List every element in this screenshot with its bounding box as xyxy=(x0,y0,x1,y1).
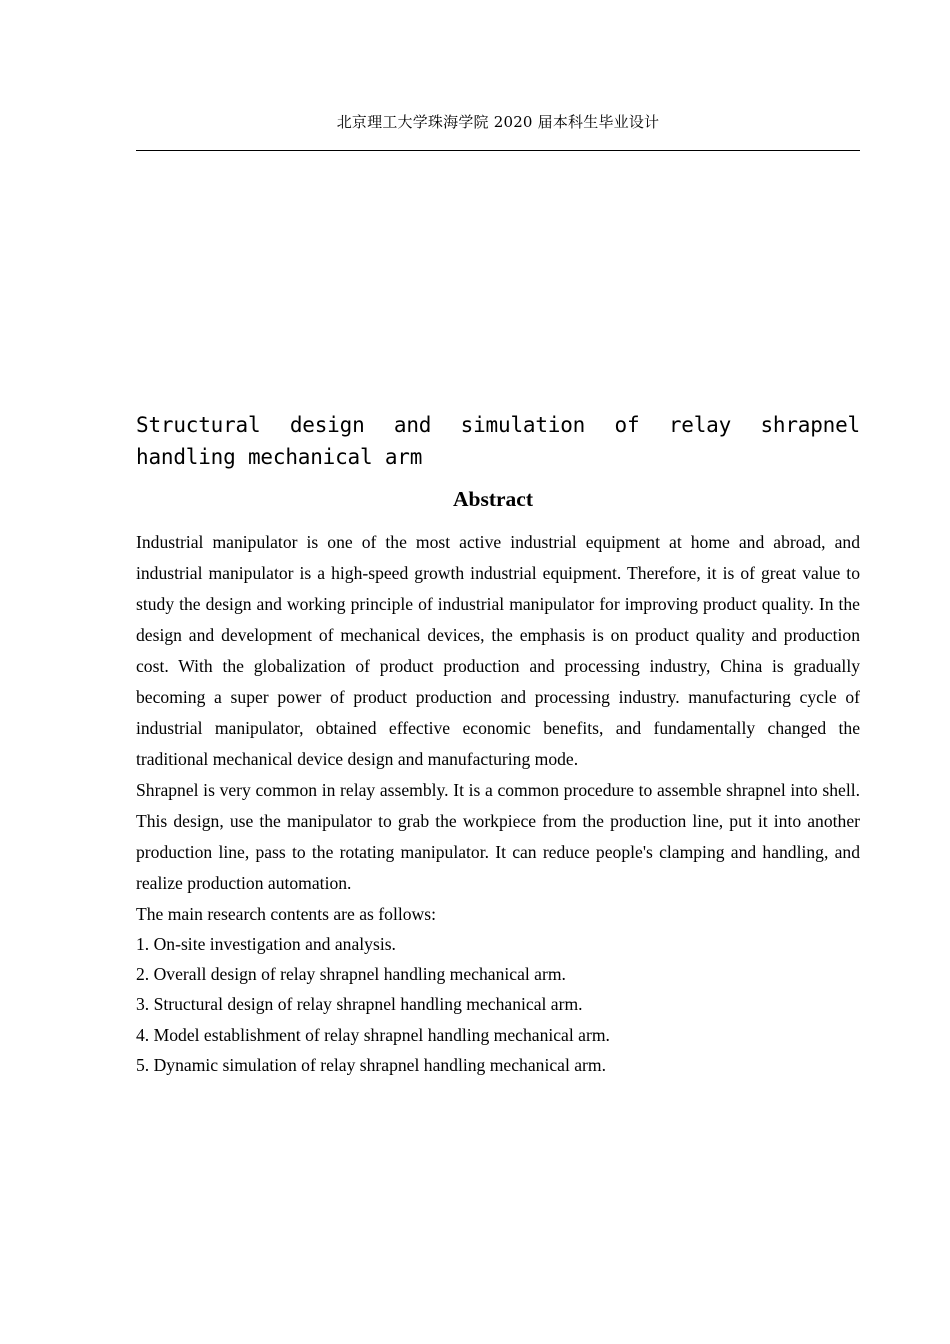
abstract-body xyxy=(136,527,860,1080)
header-rule xyxy=(136,150,860,151)
abstract-paragraph: Shrapnel is very common in relay assembly. It is a common procedure to assemble shrapnel into shell. This design, use the manipulator to grab the workpiece from the production line, put it into another production line, pass to the rotating manipulator. It can reduce people's clamping and handling, and realize production automation. xyxy=(136,780,860,893)
document-title: Structural design and simulation of relay shrapnel handling mechanical arm xyxy=(136,413,860,469)
abstract-heading: Abstract xyxy=(452,487,533,511)
list-item: 1. On-site investigation and analysis. xyxy=(136,934,396,954)
list-item: 5. Dynamic simulation of relay shrapnel handling mechanical arm. xyxy=(136,1054,606,1075)
list-item: 2. Overall design of relay shrapnel handling mechanical arm. xyxy=(136,964,566,985)
research-contents-list xyxy=(136,929,860,1080)
page-header: 北京理工大学珠海学院 2020 届本科生毕业设计 xyxy=(336,113,660,131)
research-contents-intro: The main research contents are as follows: xyxy=(136,904,436,924)
abstract-paragraph: Industrial manipulator is one of the most active industrial equipment at home and abroad, and industrial manipulator is a high-speed growth industrial equipment. Therefore, it is of great value to study the design and working principle of industrial manipulator for improving product quality. In the design and development of mechanical devices, the emphasis is on product quality and production cost. With the globalization of product production and processing industry, China is gradually becoming a super power of product production and processing industry. manufacturing cycle of industrial manipulator, obtained effective economic benefits, and fundamentally changed the traditional mechanical device design and manufacturing mode. xyxy=(136,532,860,769)
list-item: 4. Model establishment of relay shrapnel handling mechanical arm. xyxy=(136,1024,610,1045)
list-item: 3. Structural design of relay shrapnel handling mechanical arm. xyxy=(136,994,583,1015)
